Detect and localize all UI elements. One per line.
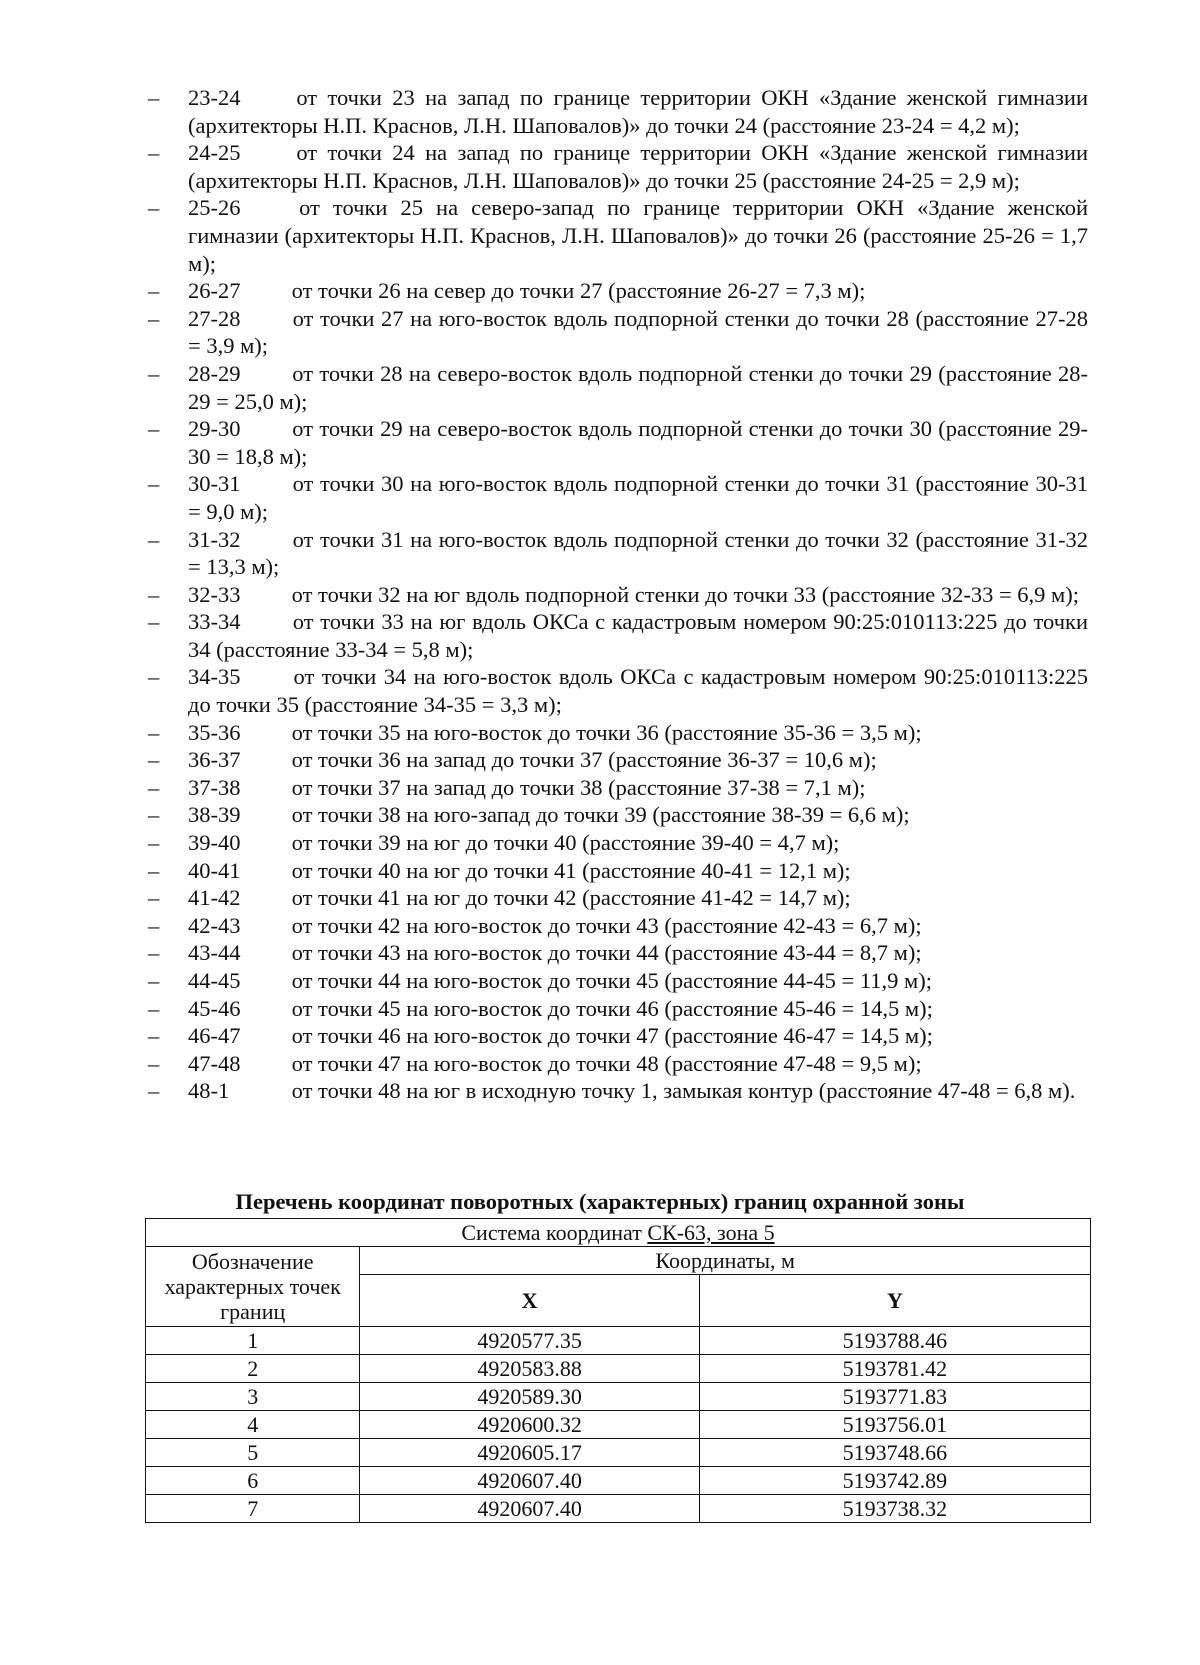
point-number: 6	[146, 1467, 360, 1495]
segment-label: 36-37	[188, 747, 241, 773]
segment-label: 30-31	[188, 471, 241, 497]
point-number: 5	[146, 1439, 360, 1467]
table-row	[146, 1383, 1091, 1411]
segment-label: 40-41	[188, 857, 241, 883]
segment-description: от точки 48 на юг в исходную точку 1, замыкая контур (расстояние 47-48 = 6,8 м).	[291, 1078, 1076, 1104]
list-dash: –	[148, 747, 160, 773]
list-dash: –	[148, 995, 160, 1021]
segment-description: от точки 25 на северо-запад по границе территории ОКН «Здание женской гимназии (архитекторы Н.П. Краснов, Л.Н. Шаповалов)» до точки 26 (расстояние 25-26 = 1,7 м);	[188, 195, 1088, 276]
segment-description: от точки 29 на северо-восток вдоль подпорной стенки до точки 30 (расстояние 29-30 = 18,8 м);	[188, 416, 1088, 469]
designation-header: Обозначение характерных точек границ	[146, 1247, 360, 1327]
list-dash: –	[148, 1023, 160, 1049]
list-item	[148, 967, 1088, 995]
list-dash: –	[148, 857, 160, 883]
segment-description: от точки 26 на север до точки 27 (расстояние 26-27 = 7,3 м);	[291, 278, 866, 304]
segment-label: 33-34	[188, 609, 241, 635]
segment-label: 28-29	[188, 360, 241, 386]
point-y: 5193738.32	[699, 1495, 1090, 1523]
point-number: 2	[146, 1355, 360, 1383]
segment-description: от точки 36 на запад до точки 37 (расстояние 36-37 = 10,6 м);	[291, 747, 877, 773]
list-dash: –	[148, 1050, 160, 1076]
list-dash: –	[148, 471, 160, 497]
coordinates-header: Координаты, м	[360, 1247, 1091, 1275]
segment-description: от точки 30 на юго-восток вдоль подпорной стенки до точки 31 (расстояние 30-31 = 9,0 м);	[188, 471, 1088, 524]
list-item	[148, 139, 1088, 194]
segment-description: от точки 33 на юг вдоль ОКСа с кадастровым номером 90:25:010113:225 до точки 34 (расстояние 33-34 = 5,8 м);	[188, 609, 1088, 662]
segment-label: 23-24	[188, 85, 241, 110]
segment-description: от точки 24 на запад по границе территории ОКН «Здание женской гимназии (архитекторы Н.П. Краснов, Л.Н. Шаповалов)» до точки 25 (расстояние 24-25 = 2,9 м);	[188, 140, 1089, 193]
segment-label: 38-39	[188, 802, 241, 828]
segment-description: от точки 39 на юг до точки 40 (расстояние 39-40 = 4,7 м);	[291, 830, 840, 856]
list-item	[148, 1050, 1088, 1078]
list-item	[148, 194, 1088, 277]
list-item	[148, 995, 1088, 1023]
list-item	[148, 939, 1088, 967]
point-y: 5193781.42	[699, 1355, 1090, 1383]
point-x: 4920589.30	[360, 1383, 699, 1411]
table-title: Перечень координат поворотных (характерных) границ охранной зоны	[235, 1189, 965, 1214]
segment-label: 32-33	[188, 581, 241, 607]
segment-label: 29-30	[188, 416, 241, 442]
list-item	[148, 801, 1088, 829]
segment-description: от точки 23 на запад по границе территории ОКН «Здание женской гимназии (архитекторы Н.П. Краснов, Л.Н. Шаповалов)» до точки 24 (расстояние 23-24 = 4,2 м);	[188, 85, 1089, 138]
point-y: 5193748.66	[699, 1439, 1090, 1467]
segment-description: от точки 35 на юго-восток до точки 36 (расстояние 35-36 = 3,5 м);	[291, 719, 922, 745]
segment-label: 25-26	[188, 195, 241, 221]
point-x: 4920583.88	[360, 1355, 699, 1383]
list-dash: –	[148, 830, 160, 856]
segment-description: от точки 44 на юго-восток до точки 45 (расстояние 44-45 = 11,9 м);	[291, 968, 933, 993]
list-dash: –	[148, 664, 160, 690]
table-row	[146, 1219, 1091, 1247]
list-item	[148, 277, 1088, 305]
list-dash: –	[148, 526, 160, 552]
list-dash: –	[148, 360, 160, 386]
list-dash: –	[148, 719, 160, 745]
list-item	[148, 608, 1088, 663]
list-item	[148, 857, 1088, 885]
segment-description: от точки 43 на юго-восток до точки 44 (расстояние 43-44 = 8,7 м);	[291, 940, 922, 966]
list-item	[148, 746, 1088, 774]
list-dash: –	[148, 774, 160, 800]
list-item	[148, 663, 1088, 718]
point-y: 5193742.89	[699, 1467, 1090, 1495]
list-dash: –	[148, 85, 160, 110]
list-dash: –	[148, 305, 160, 331]
list-item	[148, 470, 1088, 525]
list-item	[148, 581, 1088, 609]
segment-description: от точки 42 на юго-восток до точки 43 (расстояние 42-43 = 6,7 м);	[291, 912, 922, 938]
segment-label: 47-48	[188, 1050, 241, 1076]
list-item	[148, 774, 1088, 802]
boundary-description-list	[148, 84, 1088, 1105]
segment-description: от точки 46 на юго-восток до точки 47 (расстояние 46-47 = 14,5 м);	[291, 1023, 933, 1049]
segment-label: 24-25	[188, 140, 241, 166]
coordinate-system-prefix: Система координат	[461, 1220, 648, 1245]
point-number: 1	[146, 1327, 360, 1355]
table-row	[146, 1355, 1091, 1383]
point-x: 4920607.40	[360, 1467, 699, 1495]
segment-label: 46-47	[188, 1023, 241, 1049]
point-number: 7	[146, 1495, 360, 1523]
segment-label: 45-46	[188, 995, 241, 1021]
list-dash: –	[148, 140, 160, 166]
list-dash: –	[148, 912, 160, 938]
table-row	[146, 1495, 1091, 1523]
segment-label: 26-27	[188, 278, 241, 304]
list-dash: –	[148, 416, 160, 442]
list-item	[148, 719, 1088, 747]
list-dash: –	[148, 195, 160, 221]
point-x: 4920577.35	[360, 1327, 699, 1355]
list-item	[148, 415, 1088, 470]
x-header: X	[360, 1275, 699, 1327]
list-dash: –	[148, 968, 160, 993]
point-x: 4920605.17	[360, 1439, 699, 1467]
point-x: 4920600.32	[360, 1411, 699, 1439]
segment-description: от точки 45 на юго-восток до точки 46 (расстояние 45-46 = 14,5 м);	[291, 995, 933, 1021]
point-number: 3	[146, 1383, 360, 1411]
list-dash: –	[148, 1078, 160, 1104]
segment-label: 41-42	[188, 885, 241, 911]
segment-label: 39-40	[188, 830, 241, 856]
segment-description: от точки 34 на юго-восток вдоль ОКСа с кадастровым номером 90:25:010113:225 до точки 35 (расстояние 34-35 = 3,3 м);	[188, 664, 1089, 718]
list-item	[148, 1022, 1088, 1050]
segment-label: 42-43	[188, 912, 241, 938]
list-item	[148, 526, 1088, 581]
list-dash: –	[148, 278, 160, 304]
list-dash: –	[148, 940, 160, 966]
segment-label: 43-44	[188, 940, 241, 966]
segment-description: от точки 47 на юго-восток до точки 48 (расстояние 47-48 = 9,5 м);	[291, 1050, 922, 1076]
y-header: Y	[699, 1275, 1090, 1327]
list-dash: –	[148, 802, 160, 828]
coordinate-system-header	[146, 1219, 1091, 1247]
coordinate-system-name: СК-63, зона 5	[647, 1220, 775, 1245]
segment-label: 35-36	[188, 719, 241, 745]
list-item	[148, 84, 1088, 139]
segment-description: от точки 38 на юго-запад до точки 39 (расстояние 38-39 = 6,6 м);	[291, 802, 910, 828]
segment-description: от точки 27 на юго-восток вдоль подпорной стенки до точки 28 (расстояние 27-28 = 3,9 м);	[188, 305, 1088, 359]
segment-label: 37-38	[188, 774, 241, 800]
segment-description: от точки 28 на северо-восток вдоль подпорной стенки до точки 29 (расстояние 28-29 = 25,0 м);	[188, 360, 1088, 414]
table-row	[146, 1467, 1091, 1495]
point-x: 4920607.40	[360, 1495, 699, 1523]
table-row	[146, 1411, 1091, 1439]
list-item	[148, 912, 1088, 940]
point-y: 5193756.01	[699, 1411, 1090, 1439]
coordinates-table	[145, 1218, 1091, 1523]
list-item	[148, 829, 1088, 857]
table-row	[146, 1439, 1091, 1467]
list-item	[148, 360, 1088, 415]
table-row	[146, 1247, 1091, 1275]
point-y: 5193771.83	[699, 1383, 1090, 1411]
segment-description: от точки 32 на юг вдоль подпорной стенки до точки 33 (расстояние 32-33 = 6,9 м);	[291, 581, 1080, 607]
segment-label: 48-1	[188, 1078, 230, 1104]
segment-label: 44-45	[188, 968, 241, 993]
list-dash: –	[148, 581, 160, 607]
list-dash: –	[148, 609, 160, 635]
point-y: 5193788.46	[699, 1327, 1090, 1355]
list-dash: –	[148, 885, 160, 911]
segment-description: от точки 37 на запад до точки 38 (расстояние 37-38 = 7,1 м);	[291, 774, 866, 800]
segment-description: от точки 40 на юг до точки 41 (расстояние 40-41 = 12,1 м);	[291, 857, 851, 883]
list-item	[148, 305, 1088, 360]
point-number: 4	[146, 1411, 360, 1439]
segment-label: 27-28	[188, 305, 241, 331]
list-item	[148, 1077, 1088, 1105]
segment-description: от точки 31 на юго-восток вдоль подпорной стенки до точки 32 (расстояние 31-32 = 13,3 м);	[188, 526, 1088, 580]
segment-label: 34-35	[188, 664, 241, 690]
segment-label: 31-32	[188, 526, 241, 552]
list-item	[148, 884, 1088, 912]
table-row	[146, 1327, 1091, 1355]
segment-description: от точки 41 на юг до точки 42 (расстояние 41-42 = 14,7 м);	[291, 885, 851, 911]
